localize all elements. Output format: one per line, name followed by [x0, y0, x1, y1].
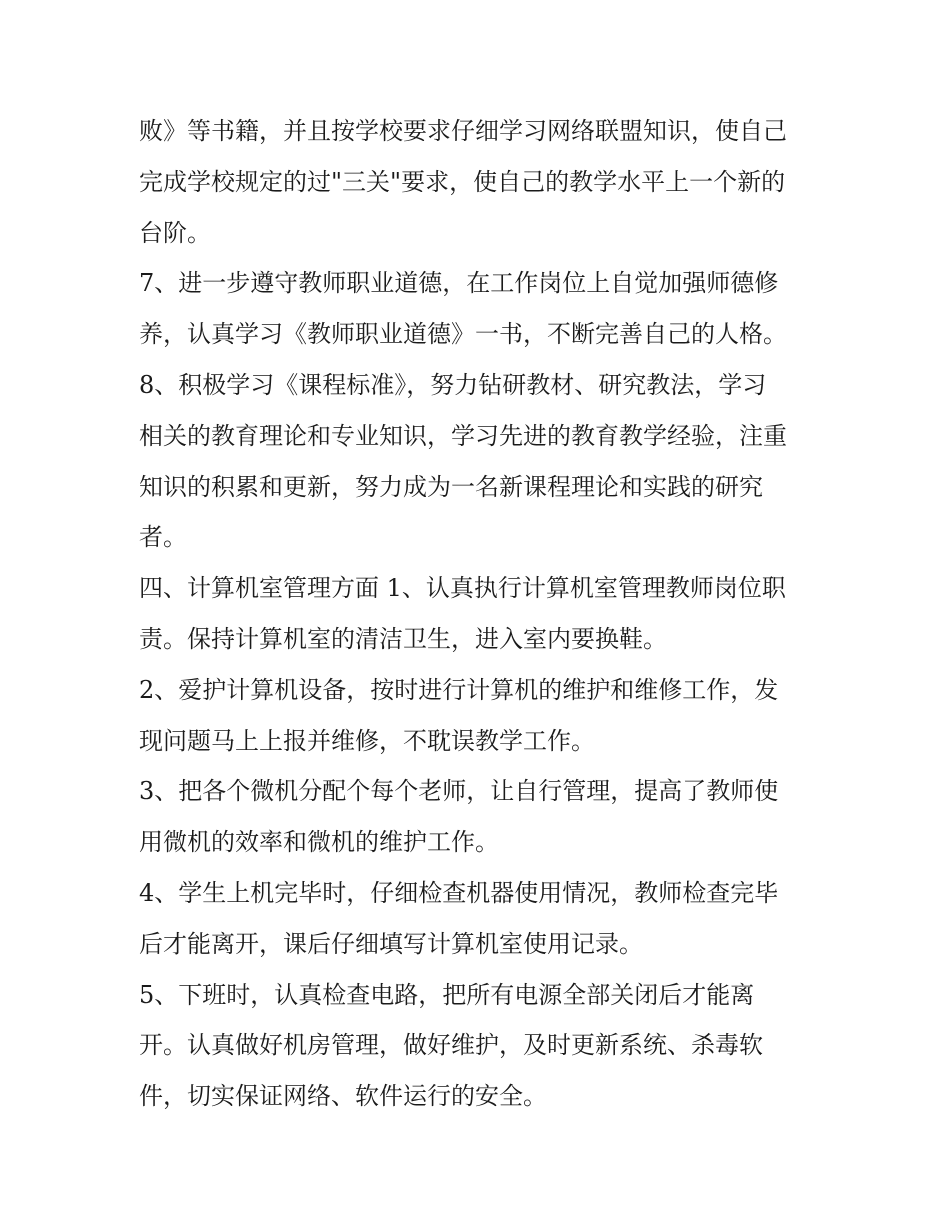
- text-line: 8、积极学习《课程标准》，努力钻研教材、研究教法，学习: [139, 370, 767, 399]
- text-line: 者。: [139, 523, 187, 552]
- text-line: 败》等书籍，并且按学校要求仔细学习网络联盟知识，使自己: [139, 117, 787, 145]
- text-line: 开。认真做好机房管理，做好维护，及时更新系统、杀毒软: [139, 1031, 763, 1060]
- text-line: 完成学校规定的过"三关"要求，使自己的教学水平上一个新的: [139, 167, 786, 196]
- text-line: 养，认真学习《教师职业道德》一书，不断完善自己的人格。: [139, 320, 787, 349]
- text-line: 3、把各个微机分配个每个老师，让自行管理，提高了教师使: [139, 777, 779, 806]
- text-line: 用微机的效率和微机的维护工作。: [139, 828, 499, 857]
- text-line: 4、学生上机完毕时，仔细检查机器使用情况，教师检查完毕: [139, 878, 779, 907]
- text-line: 后才能离开，课后仔细填写计算机室使用记录。: [139, 929, 643, 958]
- text-line: 现问题马上上报并维修，不耽误教学工作。: [139, 726, 595, 755]
- text-line: 5、下班时，认真检查电路，把所有电源全部关闭后才能离: [139, 980, 755, 1009]
- text-line: 7、进一步遵守教师职业道德，在工作岗位上自觉加强师德修: [139, 269, 779, 298]
- text-line: 件，切实保证网络、软件运行的安全。: [139, 1082, 547, 1111]
- text-line: 责。保持计算机室的清洁卫生，进入室内要换鞋。: [139, 624, 667, 653]
- text-line: 知识的积累和更新，努力成为一名新课程理论和实践的研究: [139, 472, 763, 501]
- text-line: 2、爱护计算机设备，按时进行计算机的维护和维修工作，发: [139, 675, 779, 704]
- text-line: 台阶。: [139, 218, 211, 247]
- document-body: [139, 106, 829, 1122]
- text-line: 相关的教育理论和专业知识，学习先进的教育教学经验，注重: [139, 421, 787, 450]
- text-line: 四、计算机室管理方面 1、认真执行计算机室管理教师岗位职: [139, 574, 786, 603]
